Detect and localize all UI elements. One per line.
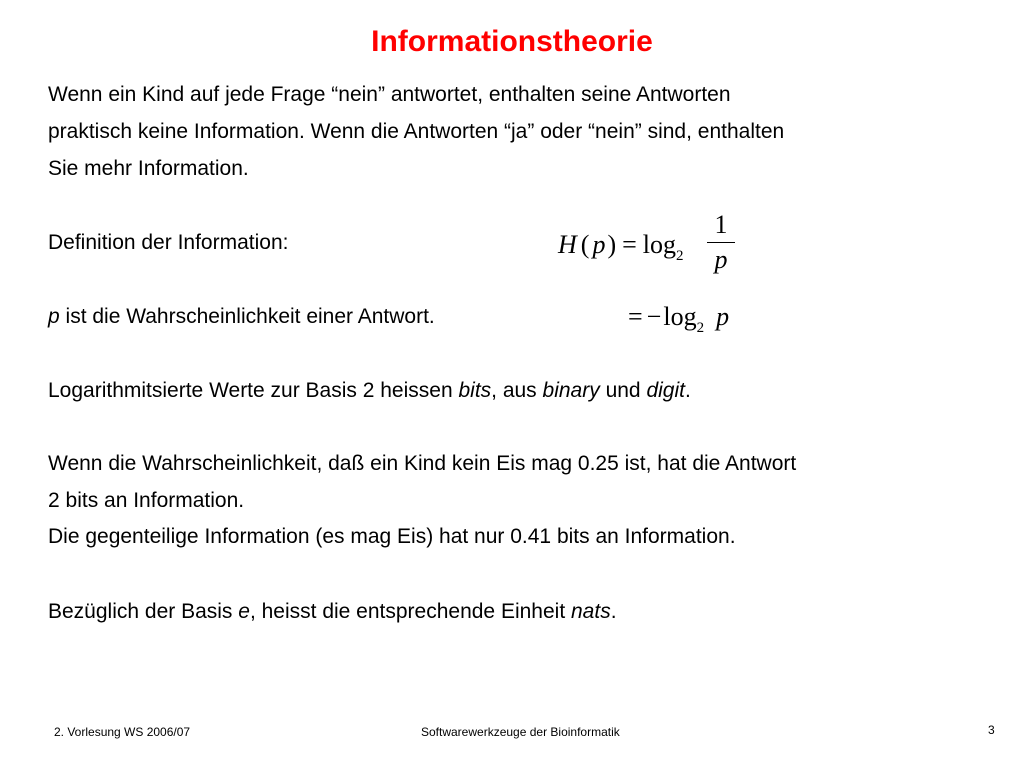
formula2-p: p (716, 302, 730, 331)
formula-log-base: 2 (676, 248, 684, 264)
formula2-minus: − (646, 302, 662, 331)
formula2-equals: = (628, 302, 643, 331)
log-base-text-3: und (599, 379, 647, 402)
formula-line-2 (628, 302, 729, 336)
example-line-2: 2 bits an Information. (48, 489, 245, 512)
fraction-denominator: p (714, 245, 728, 274)
formula-fraction (707, 210, 735, 275)
log-base-text-1: Logarithmitsierte Werte zur Basis 2 heissen (48, 379, 459, 402)
footer-lecture: 2. Vorlesung WS 2006/07 (54, 725, 191, 739)
p-definition-line (48, 304, 435, 330)
e-variable: e (238, 600, 250, 623)
fraction-bar (707, 242, 735, 243)
formula2-log: log (663, 302, 697, 331)
intro-line-1: Wenn ein Kind auf jede Frage “nein” antwortet, enthalten seine Antworten (48, 83, 731, 106)
fraction-numerator: 1 (714, 210, 728, 239)
example-line-1: Wenn die Wahrscheinlichkeit, daß ein Kind kein Eis mag 0.25 ist, hat die Antwort (48, 452, 797, 475)
formula-p: p (592, 230, 606, 259)
formula-equals: = (622, 230, 637, 259)
p-variable: p (48, 305, 60, 328)
formula-close-paren: ) (607, 230, 617, 259)
intro-line-2: praktisch keine Information. Wenn die Antworten “ja” oder “nein” sind, enthalten (48, 120, 785, 143)
formula-line-1 (558, 230, 684, 264)
formula2-log-base: 2 (696, 320, 705, 336)
bits-term: bits (458, 379, 492, 402)
nats-text-1: Bezüglich der Basis (48, 600, 239, 623)
nats-text-3: . (610, 600, 617, 623)
example-line-3: Die gegenteilige Information (es mag Eis) hat nur 0.41 bits an Information. (48, 525, 736, 548)
formula-log: log (642, 230, 677, 259)
formula-open-paren: ( (580, 230, 590, 259)
binary-term: binary (542, 379, 600, 402)
formula-H: H (558, 230, 577, 259)
log-base-line (48, 378, 691, 404)
footer-page-number: 3 (988, 723, 995, 737)
slide-title: Informationstheorie (371, 25, 653, 58)
definition-label: Definition der Information: (48, 231, 289, 254)
digit-term: digit (646, 379, 685, 402)
nats-line (48, 599, 617, 625)
p-definition-text: ist die Wahrscheinlichkeit einer Antwort. (59, 305, 435, 328)
footer-course: Softwarewerkzeuge der Bioinformatik (421, 725, 620, 739)
log-base-text-4: . (684, 379, 691, 402)
nats-text-2: , heisst die entsprechende Einheit (249, 600, 571, 623)
log-base-text-2: , aus (491, 379, 543, 402)
nats-term: nats (571, 600, 611, 623)
intro-line-3: Sie mehr Information. (48, 157, 249, 180)
